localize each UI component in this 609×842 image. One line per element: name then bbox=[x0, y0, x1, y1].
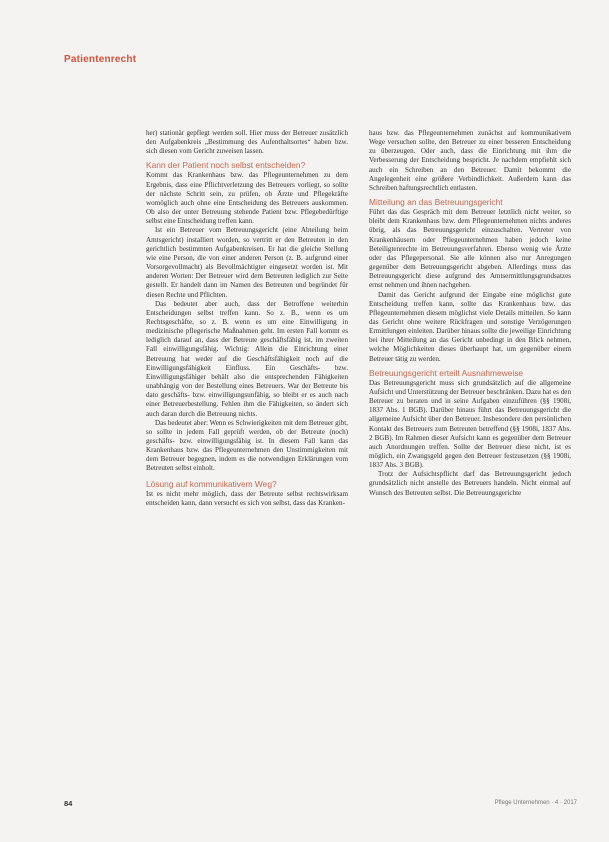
footer-source: Pflege Unternehmen · 4 · 2017 bbox=[494, 800, 577, 806]
subheading: Lösung auf kommunikativem Weg? bbox=[146, 478, 277, 489]
body-paragraph: Das bedeutet aber auch, dass der Betroffene weiterhin Entscheidungen selbst treffen kann. So z. B., wenn es um Rechtsgeschäfte, so z. B. wenn es um eine Einwilligung in medizinische pflegerische Maßnahmen geht. Im ersten Fall kommt es lediglich darauf an, dass der Betreute geschäftsfähig ist, im zweiten Fall einwilligungsfähig. Wichtig: Allein die Einrichtung einer Betreuung hat weder auf die Geschäftsfähigkeit noch auf die Einwilligungsfähigkeit Einfluss. Ein Geschäfts- bzw. Einwilligungsfähiger behält also die entsprechenden Fähigkeiten unabhängig von der Bestellung eines Betreuers. War der Betreute bis dato geschäfts- bzw. einwilligungsunfähig, so bleibt er es auch nach einer Betreuerbestellung. Fehlen ihm die Fähigkeiten, so ändert sich auch daran durch die Betreuung nichts. bbox=[146, 299, 348, 418]
subheading: Kann der Patient noch selbst entscheiden? bbox=[146, 160, 306, 171]
page-number: 84 bbox=[64, 799, 73, 808]
body-paragraph: Ist ein Betreuer vom Betreuungsgericht (eine Abteilung beim Amtsgericht) installiert worden, so vertritt er den Betreuten in den gerichtlich bestimmten Aufgabenkreisen. Er hat die gleiche Stellung wie eine Person, die von einer anderen Person (z. B. aufgrund einer Vorsorgevollmacht) als Bevollmächtigter eingesetzt worden ist. Mit anderen Worten: Der Betreuer wird dem Betreuten lediglich zur Seite gestellt. Er handelt dann im Namen des Betreuten und begründet für diesen Rechte und Pflichten. bbox=[146, 226, 348, 299]
subheading: Betreuungsgericht erteilt Ausnahmeweise bbox=[369, 367, 524, 378]
body-paragraph: Das bedeutet aber: Wenn es Schwierigkeiten mit dem Betreuer gibt, so sollte in jedem Fall geprüft werden, ob der Betreute (noch) geschäfts- bzw. einwilligungsfähig ist. In diesem Fall kann das Krankenhaus bzw. das Pflegeunternehmen den Unstimmigkeiten mit dem Betreuer begegnen, indem es die notwendigen Erklärungen vom Betreuten selbst einholt. bbox=[146, 418, 348, 473]
body-paragraph: Das Betreuungsgericht muss sich grundsätzlich auf die allgemeine Aufsicht und Unterstützung der Betreuer beschränken. Dazu hat es den Betreuer zu beraten und in seine Aufgaben einzuführen (§§ 1908i, 1837 Abs. 1 BGB). Darüber hinaus führt das Betreuungsgericht die allgemeine Aufsicht über den Betreuer. Insbesondere den persönlichen Kontakt des Betreuers zum Betreuten betreffend (§§ 1908i, 1837 Abs. 2 BGB). Im Rahmen dieser Aufsicht kann es gegenüber dem Betreuer auch Anordnungen treffen. Sollte der Betreuer diese nicht, ist es möglich, ein Zwangsgeld gegen den Betreuer festzusetzen (§§ 1908i, 1837 Abs. 3 BGB). bbox=[369, 378, 571, 470]
body-paragraph: her) stationär gepflegt werden soll. Hier muss der Betreuer zusätzlich den Aufgabenkreis „Bestimmung des Aufenthaltsortes“ haben bzw. sich diesen vom Gericht zuweisen lassen. bbox=[146, 129, 348, 156]
body-paragraph: haus bzw. das Pflegeunternehmen zunächst auf kommunikativem Wege versuchen sollte, den Betreuer zu einer besseren Entscheidung zu überzeugen. Oder auch, dass die Einrichtung mit ihm die Verbesserung der Entscheidung bespricht. Je nachdem empfiehlt sich auch ein Schreiben an den Betreuer. Damit bekommt die Angelegenheit eine größere Verbindlichkeit. Außerdem kann das Schreiben haftungsrechtlich entlasten. bbox=[369, 129, 571, 192]
subheading: Mitteilung an das Betreuungsgericht bbox=[369, 197, 503, 208]
body-paragraph: Ist es nicht mehr möglich, dass der Betreute selbst rechtswirksam entscheiden kann, dann versucht es sich von selbst, dass das Kranken- bbox=[146, 489, 348, 507]
body-paragraph: Führt das das Gespräch mit dem Betreuer letztlich nicht weiter, so bleibt dem Krankenhaus bzw. dem Pflegeunternehmen nichts anderes übrig, als das Betreuungsgericht einzuschalten. Vertreter von Krankenhäusern oder Pflegeunternehmen haben jedoch keine Beteiligtenrechte im Betreuungsverfahren. Ebenso wenig wie Ärzte oder das Pflegepersonal. Sie alle können also nur Anregungen gegenüber dem Betreuungsgericht abgeben. Allerdings muss das Betreuungsgericht diese aufgrund des Amtsermittlungsgrundsatzes ernst nehmen und ihnen nachgehen. bbox=[369, 208, 571, 290]
body-paragraph: Kommt das Krankenhaus bzw. das Pflegeunternehmen zu dem Ergebnis, dass eine Pflichtverletzung des Betreuers vorliegt, so sollte der nächste Schritt sein, zu prüfen, ob Ärzte und Pflegekräfte womöglich auch ohne eine Entscheidung des Betreuers auskommen. Ob also der unter Betreuung stehende Patient bzw. Pflegebedürftige selbst eine Entscheidung treffen kann. bbox=[146, 171, 348, 226]
section-label: Patientenrecht bbox=[64, 54, 137, 65]
body-paragraph: Damit das Gericht aufgrund der Eingabe eine möglichst gute Entscheidung treffen kann, sollte das Krankenhaus bzw. das Pflegeunternehmen diesem möglichst viele Details mitteilen. So kann das Gericht ohne weitere Rückfragen und sonstige Verzögerungen Ermittlungen einleiten. Darüber hinaus sollte die jeweilige Einrichtung bei ihrer Mitteilung an das Gericht unbedingt in den Blick nehmen, welche Möglichkeiten dieses überhaupt hat, um gegenüber einem Betreuer tätig zu werden. bbox=[369, 290, 571, 363]
body-paragraph: Trotz der Aufsichtspflicht darf das Betreuungsgericht jedoch grundsätzlich nicht anstelle des Betreuers handeln. Nicht einmal auf Wunsch des Betreuten selbst. Die Betreuungsgerichte bbox=[369, 470, 571, 497]
left-column bbox=[146, 129, 348, 784]
right-column bbox=[369, 129, 571, 784]
